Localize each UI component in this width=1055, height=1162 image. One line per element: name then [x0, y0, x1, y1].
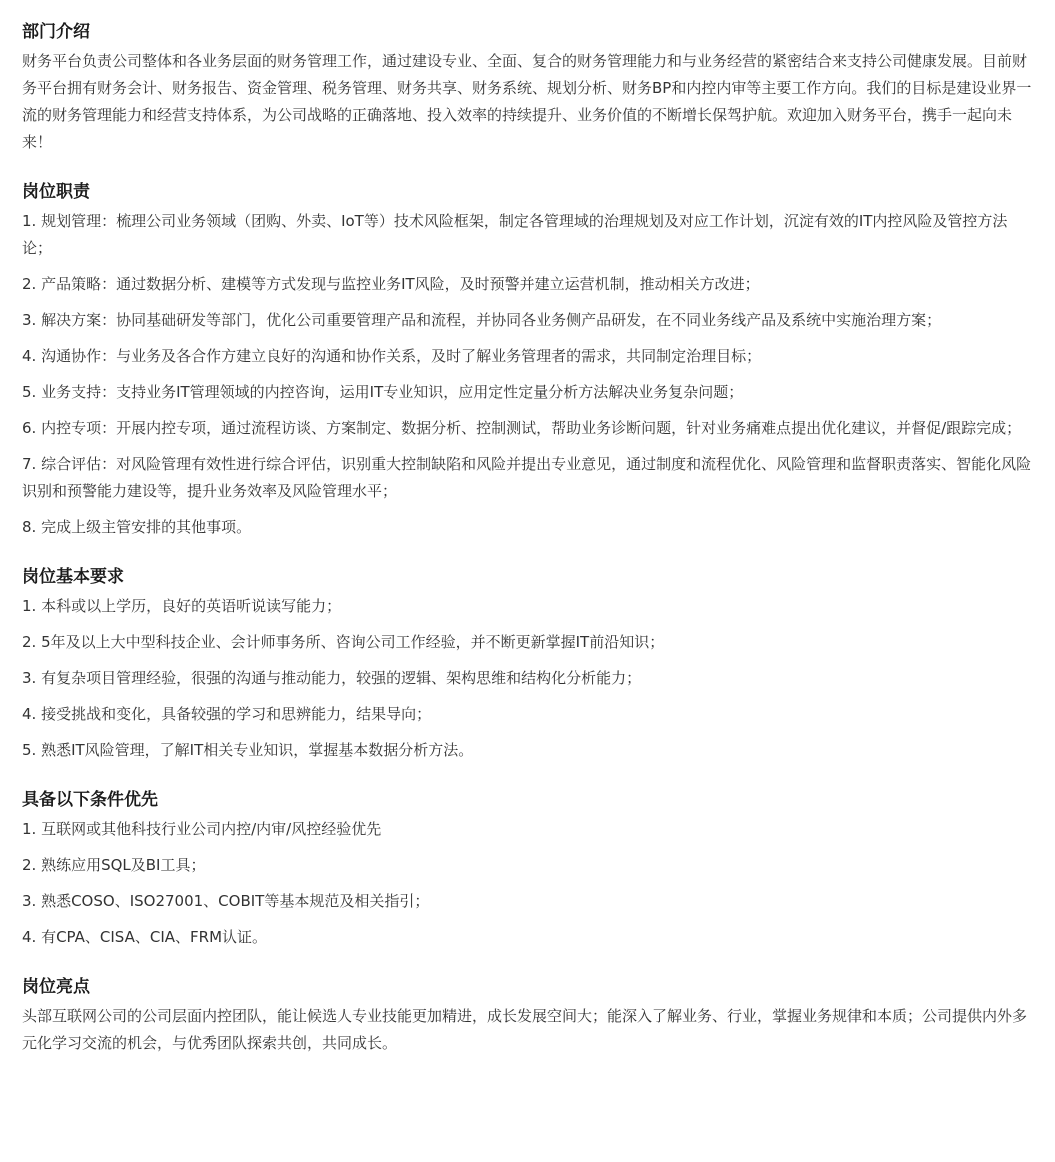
list-item: 5. 熟悉IT风险管理，了解IT相关专业知识，掌握基本数据分析方法。 — [22, 741, 474, 759]
list-item: 2. 产品策略：通过数据分析、建模等方式发现与监控业务IT风险，及时预警并建立运营机制，推动相关方改进； — [22, 275, 760, 293]
list-item: 8. 完成上级主管安排的其他事项。 — [22, 518, 252, 536]
section-title: 岗位职责 — [22, 182, 90, 202]
section-preferred-qualifications — [22, 786, 1033, 951]
section-basic-requirements — [22, 563, 1033, 764]
list-item: 7. 综合评估：对风险管理有效性进行综合评估，识别重大控制缺陷和风险并提出专业意见，通过制度和流程优化、风险管理和监督职责落实、智能化风险识别和预警能力建设等，提升业务效率及风险管理水平； — [22, 455, 1032, 500]
list-item: 5. 业务支持：支持业务IT管理领域的内控咨询，运用IT专业知识，应用定性定量分析方法解决业务复杂问题； — [22, 383, 744, 401]
list-item: 6. 内控专项：开展内控专项，通过流程访谈、方案制定、数据分析、控制测试，帮助业务诊断问题，针对业务痛难点提出优化建议，并督促/跟踪完成； — [22, 419, 1022, 437]
list-item: 4. 有CPA、CISA、CIA、FRM认证。 — [22, 928, 268, 946]
list-item: 1. 本科或以上学历，良好的英语听说读写能力； — [22, 597, 342, 615]
section-title: 部门介绍 — [22, 22, 90, 42]
list-item: 2. 5年及以上大中型科技企业、会计师事务所、咨询公司工作经验，并不断更新掌握IT前沿知识； — [22, 633, 665, 651]
section-title: 具备以下条件优先 — [22, 790, 158, 810]
section-paragraph: 头部互联网公司的公司层面内控团队，能让候选人专业技能更加精进，成长发展空间大；能深入了解业务、行业，掌握业务规律和本质；公司提供内外多元化学习交流的机会，与优秀团队探索共创，共同成长。 — [22, 1007, 1028, 1052]
list-item: 1. 互联网或其他科技行业公司内控/内审/风控经验优先 — [22, 820, 382, 838]
list-item: 3. 熟悉COSO、ISO27001、COBIT等基本规范及相关指引； — [22, 892, 430, 910]
section-responsibilities — [22, 178, 1033, 541]
list-item: 1. 规划管理：梳理公司业务领域（团购、外卖、IoT等）技术风险框架，制定各管理域的治理规划及对应工作计划，沉淀有效的IT内控风险及管控方法论； — [22, 212, 1008, 257]
section-department-intro — [22, 18, 1033, 156]
section-title: 岗位基本要求 — [22, 567, 124, 587]
section-paragraph: 财务平台负责公司整体和各业务层面的财务管理工作，通过建设专业、全面、复合的财务管理能力和与业务经营的紧密结合来支持公司健康发展。目前财务平台拥有财务会计、财务报告、资金管理、税务管理、财务共享、财务系统、规划分析、财务BP和内控内审等主要工作方向。我们的目标是建设业界一流的财务管理能力和经营支持体系，为公司战略的正确落地、投入效率的持续提升、业务价值的不断增长保驾护航。欢迎加入财务平台，携手一起向未来！ — [22, 52, 1032, 151]
section-highlights — [22, 973, 1033, 1057]
list-item: 3. 解决方案：协同基础研发等部门，优化公司重要管理产品和流程，并协同各业务侧产品研发，在不同业务线产品及系统中实施治理方案； — [22, 311, 942, 329]
list-item: 2. 熟练应用SQL及BI工具； — [22, 856, 206, 874]
list-item: 4. 沟通协作：与业务及各合作方建立良好的沟通和协作关系，及时了解业务管理者的需求，共同制定治理目标； — [22, 347, 762, 365]
list-item: 3. 有复杂项目管理经验，很强的沟通与推动能力，较强的逻辑、架构思维和结构化分析能力； — [22, 669, 642, 687]
list-item: 4. 接受挑战和变化，具备较强的学习和思辨能力，结果导向； — [22, 705, 432, 723]
section-title: 岗位亮点 — [22, 977, 90, 997]
